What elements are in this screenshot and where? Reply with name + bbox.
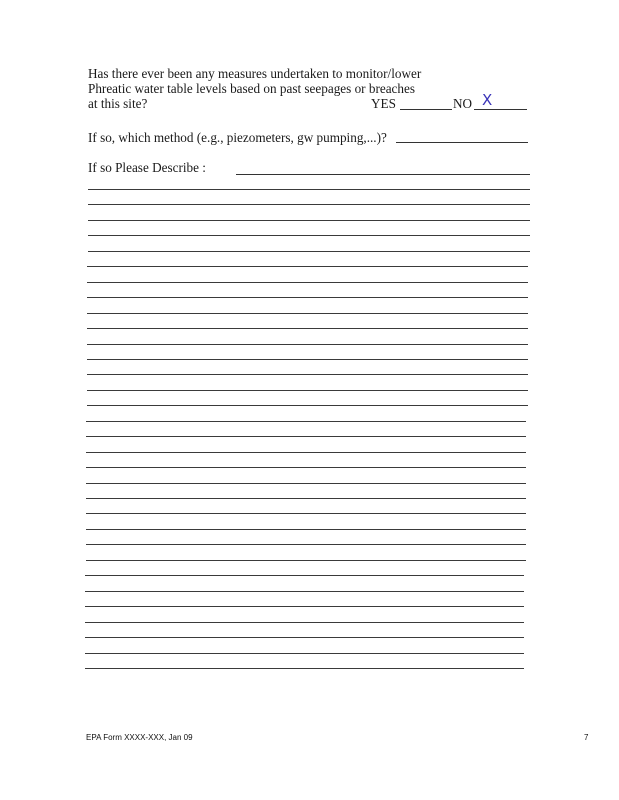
writing-line[interactable] [88, 251, 530, 252]
writing-line[interactable] [86, 544, 526, 545]
writing-line[interactable] [87, 328, 528, 329]
no-label: NO [453, 96, 473, 111]
question-describe: If so Please Describe : [88, 160, 206, 175]
writing-line[interactable] [88, 204, 530, 205]
writing-line[interactable] [87, 266, 528, 267]
writing-line[interactable] [87, 344, 528, 345]
writing-line[interactable] [86, 436, 526, 437]
no-checkmark: X [482, 91, 493, 109]
writing-line[interactable] [88, 189, 530, 190]
writing-line[interactable] [87, 297, 528, 298]
writing-line[interactable] [86, 513, 526, 514]
writing-line[interactable] [87, 390, 528, 391]
writing-line[interactable] [85, 591, 524, 592]
writing-line[interactable] [85, 575, 524, 576]
writing-line[interactable] [86, 560, 526, 561]
writing-line[interactable] [87, 282, 528, 283]
writing-line[interactable] [88, 220, 530, 221]
writing-line[interactable] [87, 313, 528, 314]
writing-line[interactable] [86, 452, 526, 453]
writing-line[interactable] [85, 622, 524, 623]
question-line-3: at this site? [88, 96, 148, 111]
writing-line[interactable] [85, 653, 524, 654]
writing-line[interactable] [86, 421, 526, 422]
writing-line[interactable] [85, 668, 524, 669]
page-number: 7 [584, 733, 589, 742]
writing-line[interactable] [86, 529, 526, 530]
writing-line[interactable] [87, 359, 528, 360]
writing-line[interactable] [85, 606, 524, 607]
writing-line[interactable] [87, 374, 528, 375]
writing-line[interactable] [85, 637, 524, 638]
form-identifier: EPA Form XXXX-XXX, Jan 09 [86, 733, 193, 742]
writing-line[interactable] [86, 498, 526, 499]
question-line-1: Has there ever been any measures undertaken to monitor/lower [88, 66, 422, 81]
yes-label: YES [371, 96, 396, 111]
writing-line[interactable] [86, 467, 526, 468]
question-line-2: Phreatic water table levels based on past seepages or breaches [88, 81, 415, 96]
writing-line[interactable] [86, 483, 526, 484]
writing-line[interactable] [88, 235, 530, 236]
question-method: If so, which method (e.g., piezometers, gw pumping,...)? [88, 130, 387, 145]
writing-line[interactable] [87, 405, 528, 406]
